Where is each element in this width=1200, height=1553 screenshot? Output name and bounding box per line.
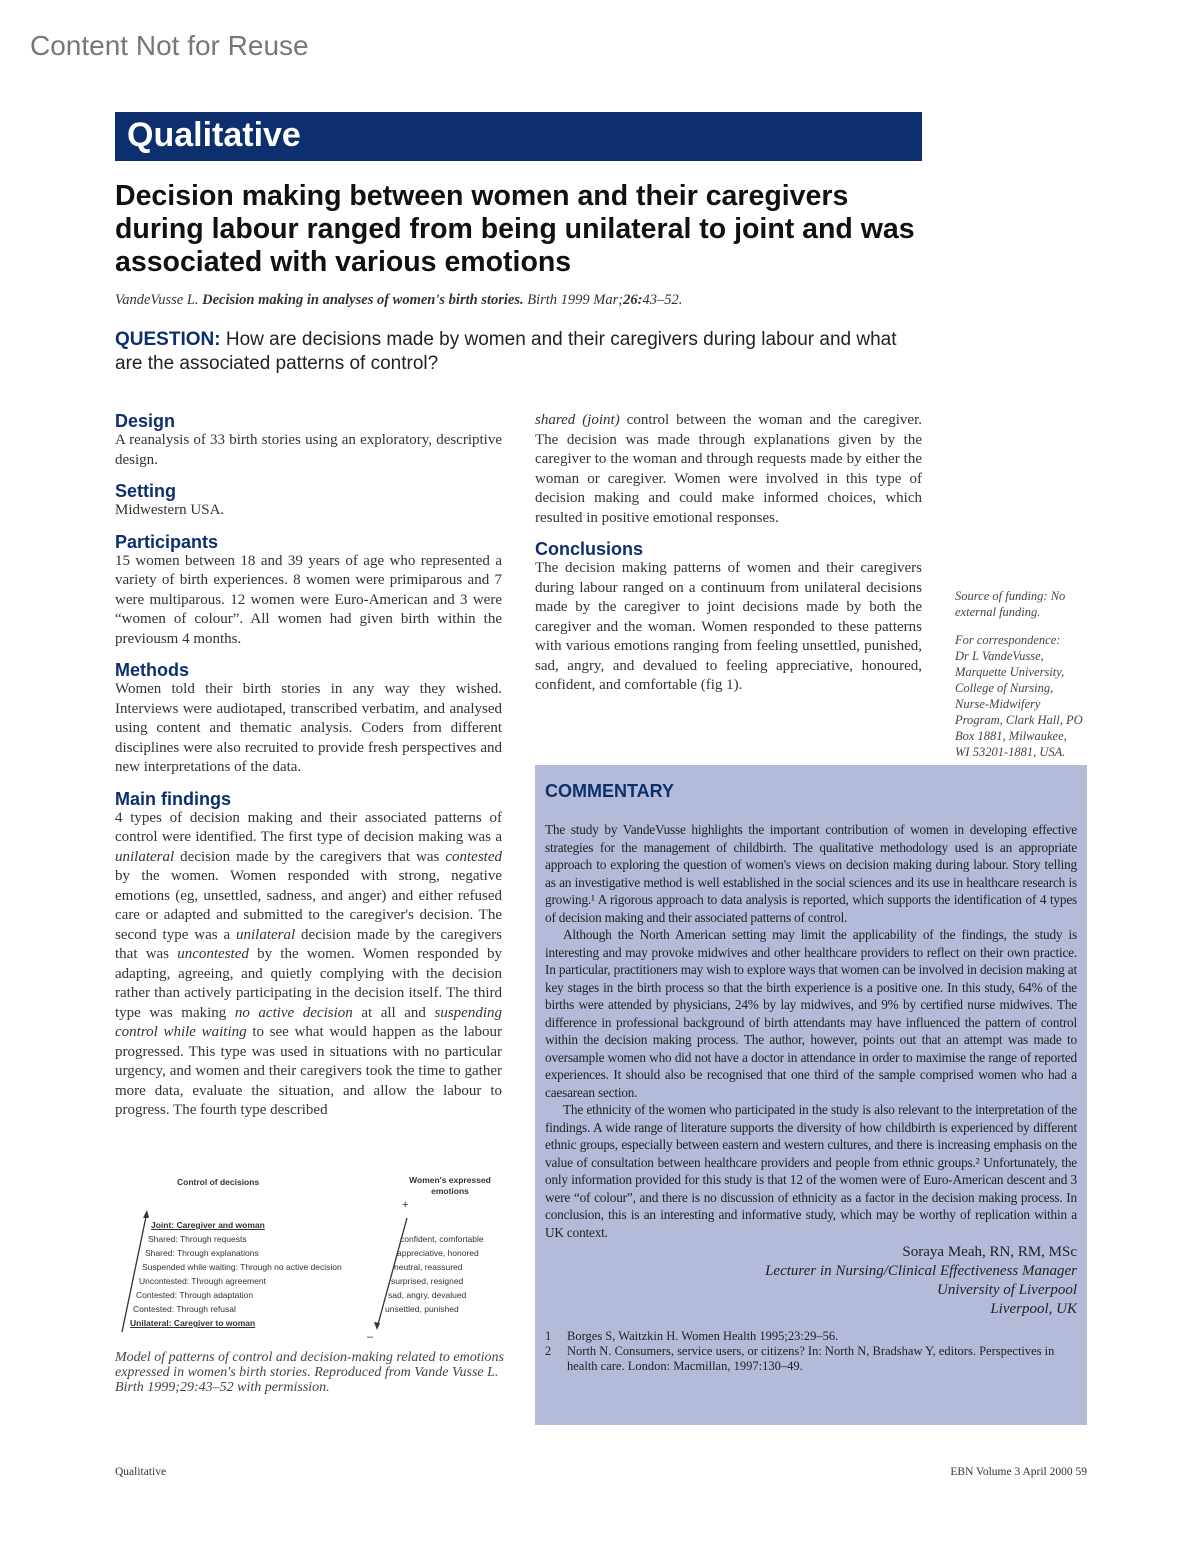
question-label: QUESTION: bbox=[115, 329, 221, 350]
correspondence-line: Program, Clark Hall, PO bbox=[955, 713, 1083, 727]
signature-line: University of Liverpool bbox=[937, 1282, 1077, 1298]
control-label: Contested: Through refusal bbox=[133, 1304, 236, 1314]
text-run: to see what would happen as the labour progressed. This type was used in situations with no particular urgency, and women and their caregivers took the time to gather more data, evaluate the situation, and allow the labour to progress. The fourth type described bbox=[115, 1024, 502, 1118]
text-run: by the women. Women responded by adapting, agreeing, and quietly complying with the decision rather than actively participating in the decision itself. The third type was making bbox=[115, 946, 502, 1021]
footer-journal: EBN Volume 3 April 2000 59 bbox=[950, 1466, 1087, 1478]
text-run: decision made by the caregivers that was bbox=[115, 926, 503, 962]
fig-minus: – bbox=[367, 1331, 374, 1343]
reference-text: Borges S, Waitzkin H. Women Health 1995;23:29–56. bbox=[567, 1329, 839, 1343]
section-heading: Setting bbox=[115, 481, 176, 501]
cite-vol: 26: bbox=[623, 292, 643, 308]
cite-article: Decision making in analyses of women's birth stories. bbox=[202, 292, 524, 308]
commentary-box bbox=[535, 765, 1087, 1425]
sidebar-notes bbox=[955, 588, 1090, 772]
text-run: A reanalysis of 33 birth stories using an exploratory, descriptive design. bbox=[115, 432, 502, 468]
correspondence-line: College of Nursing, bbox=[955, 681, 1054, 695]
text-run: uncontested bbox=[177, 946, 249, 962]
section-body bbox=[115, 680, 502, 778]
control-label: Uncontested: Through agreement bbox=[139, 1276, 266, 1286]
figure bbox=[115, 1170, 505, 1350]
section-body bbox=[535, 559, 922, 696]
text-run: contested bbox=[445, 848, 502, 865]
correspondence-line: Nurse-Midwifery bbox=[955, 697, 1041, 711]
fig-left-title: Control of decisions bbox=[177, 1177, 260, 1187]
reference-number: 1 bbox=[545, 1329, 552, 1343]
commentary-paragraph: The ethnicity of the women who participated in the study is also relevant to the interpretation of the findings. A wide range of literature supports the diversity of how childbirth is experienced by different ethnic groups, especially between eastern and western cultures, and there is increasing emphasis on the value of consultation between healthcare providers and people from ethnic groups.² Unfortunately, the only information provided for this study is that 12 of the women were of Euro-American descent and 3 were “of colour”, and there is no discussion of ethnicity as a factor in the decision making process. In conclusion, this is an interesting and informative study, which may be worthy of replication within a UK context. bbox=[545, 1102, 1077, 1240]
section-body bbox=[535, 411, 922, 528]
control-label: Unilateral: Caregiver to woman bbox=[130, 1318, 256, 1328]
section-heading: Methods bbox=[115, 660, 189, 680]
text-run: Midwestern USA. bbox=[115, 502, 225, 518]
correspondence-line: Marquette University, bbox=[955, 665, 1065, 679]
section-heading: Conclusions bbox=[535, 539, 644, 559]
funding-note: Source of funding: No external funding. bbox=[955, 589, 1066, 619]
cite-authors: VandeVusse L. bbox=[115, 292, 199, 308]
reference-text: North N. Consumers, service users, or citizens? In: North N, Bradshaw Y, editors. Perspectives in health care. London: Macmillan, 1997:130–49. bbox=[567, 1344, 1055, 1373]
correspondence bbox=[955, 632, 1090, 760]
section-banner: Qualitative bbox=[115, 112, 922, 161]
text-run: at all and bbox=[352, 1004, 435, 1021]
correspondence-line: For correspondence: bbox=[955, 633, 1061, 647]
text-run: by the women. Women responded with strong, negative emotions (eg, unsettled, sadness, and anger) and either refused care or adapted and submitted to the caregiver's decision. The second type was a bbox=[115, 868, 502, 943]
question bbox=[115, 328, 925, 376]
right-column bbox=[535, 411, 922, 696]
correspondence-line: WI 53201-1881, USA. bbox=[955, 745, 1066, 759]
signature-line: Liverpool, UK bbox=[990, 1301, 1077, 1317]
fig-plus: + bbox=[402, 1199, 409, 1211]
footer-section: Qualitative bbox=[115, 1466, 167, 1478]
question-text: How are decisions made by women and their caregivers during labour and what are the associated patterns of control? bbox=[115, 329, 897, 374]
section-body bbox=[115, 501, 502, 521]
emotion-label: confident, comfortable bbox=[400, 1234, 484, 1244]
reference-number: 2 bbox=[545, 1344, 552, 1358]
reference-item bbox=[545, 1329, 1077, 1344]
control-label: Shared: Through requests bbox=[148, 1234, 247, 1244]
signature-line: Soraya Meah, RN, RM, MSc bbox=[902, 1244, 1077, 1260]
left-column bbox=[115, 400, 502, 1121]
text-run: Women told their birth stories in any way they wished. Interviews were audiotaped, transcribed verbatim, and analysed using content and thematic analysis. Coders from different disciplines were also recruited to provide fresh perspectives and new interpretations of the data. bbox=[115, 681, 502, 775]
emotion-label: neutral, reassured bbox=[394, 1262, 463, 1272]
text-run: 15 women between 18 and 39 years of age who represented a variety of birth experiences. 8 women were primiparous and 7 were multiparous. 12 women were Euro-American and 3 were “women of colour”. All women had given birth within the previousm 4 months. bbox=[115, 552, 502, 647]
article-title: Decision making between women and their caregivers during labour ranged from being unilateral to joint and was associated with various emotions bbox=[115, 180, 915, 278]
control-arrowhead bbox=[143, 1210, 149, 1218]
fig-right-title: Women's expressed emotions bbox=[409, 1175, 491, 1196]
emotion-label: unsettled, punished bbox=[385, 1304, 459, 1314]
emotion-arrowhead bbox=[374, 1322, 380, 1330]
section-body bbox=[115, 552, 502, 650]
reference-item bbox=[545, 1344, 1077, 1374]
text-run: 4 types of decision making and their associated patterns of control were identified. The first type of decision making was a bbox=[115, 809, 502, 845]
section-heading: Main findings bbox=[115, 788, 231, 809]
cite-journal: Birth 1999 Mar; bbox=[527, 292, 624, 308]
watermark: Content Not for Reuse bbox=[30, 30, 309, 61]
section-heading: Design bbox=[115, 411, 176, 431]
emotion-label: surprised, resigned bbox=[391, 1276, 464, 1286]
cite-pages: 43–52. bbox=[642, 292, 683, 308]
control-label: Shared: Through explanations bbox=[145, 1248, 259, 1258]
signature-line: Lecturer in Nursing/Clinical Effectiveness Manager bbox=[765, 1263, 1077, 1279]
text-run: no active decision bbox=[234, 1004, 353, 1021]
control-label: Suspended while waiting: Through no active decision bbox=[142, 1262, 342, 1272]
commentary-paragraph: Although the North American setting may limit the applicability of the findings, the study is interesting and may provoke midwives and other healthcare providers to reflect on their own practice. In particular, practitioners may wish to explore ways that women can be involved in decision making at key stages in the birth process so that the birth experience is a positive one. In this study, 64% of the births were attended by physicians, 24% by lay midwives, and 9% by certified nurse midwives. The difference in professional background of birth attendants may have influenced the pattern of control within the decision making process. The author, however, points out that an attempt was made to oversample women who did not have a doctor in attendance in order to maximise the range of reported experiences. It should also be recognised that one third of the sample comprised women who had a caesarean section. bbox=[545, 927, 1077, 1100]
commentary-heading: COMMENTARY bbox=[545, 781, 674, 801]
text-run: shared (joint) bbox=[535, 412, 620, 428]
commentary-paragraph: The study by VandeVusse highlights the important contribution of women in developing effective strategies for the management of childbirth. The qualitative methodology used is an appropriate approach to exploring the question of women's views on decision making during labour. Story telling as an investigative method is well established in the social sciences and its use in healthcare research is growing.¹ A rigorous approach to data analysis is reported, which supports the identification of 4 types of decision making and their associated patterns of control. bbox=[545, 822, 1077, 925]
text-run: unilateral bbox=[115, 848, 175, 865]
text-run: suspending control while waiting bbox=[115, 1004, 502, 1040]
section-body bbox=[115, 809, 502, 1121]
section-body bbox=[115, 431, 502, 470]
text-run: The decision making patterns of women and their caregivers during labour ranged on a continuum from unilateral decisions made by the caregiver to joint decisions made by both the caregiver and the woman. Women responded to these patterns with various emotions ranging from feeling unsettled, punished, sad, angry, and devalued to feeling appreciative, honoured, confident, and comfortable (fig 1). bbox=[535, 560, 922, 693]
emotion-label: appreciative, honored bbox=[397, 1248, 479, 1258]
text-run: decision made by the caregivers that was bbox=[174, 848, 446, 865]
figure-caption: Model of patterns of control and decision-making related to emotions expressed in women's birth stories. Reproduced from Vande Vusse L. Birth 1999;29:43–52 with permission. bbox=[115, 1350, 504, 1395]
text-run: unilateral bbox=[236, 926, 296, 943]
correspondence-line: Box 1881, Milwaukee, bbox=[955, 729, 1067, 743]
control-label: Joint: Caregiver and woman bbox=[151, 1220, 265, 1230]
text-run: control between the woman and the caregiver. The decision was made through explanations given by the caregiver to the woman and through requests made by either the woman or caregiver. Women were involved in this type of decision making and could make informed choices, which resulted in positive emotional responses. bbox=[535, 412, 922, 526]
section-heading: Participants bbox=[115, 531, 219, 552]
citation bbox=[115, 292, 682, 309]
control-label: Contested: Through adaptation bbox=[136, 1290, 254, 1300]
correspondence-line: Dr L VandeVusse, bbox=[955, 649, 1044, 663]
emotion-label: sad, angry, devalued bbox=[388, 1290, 467, 1300]
